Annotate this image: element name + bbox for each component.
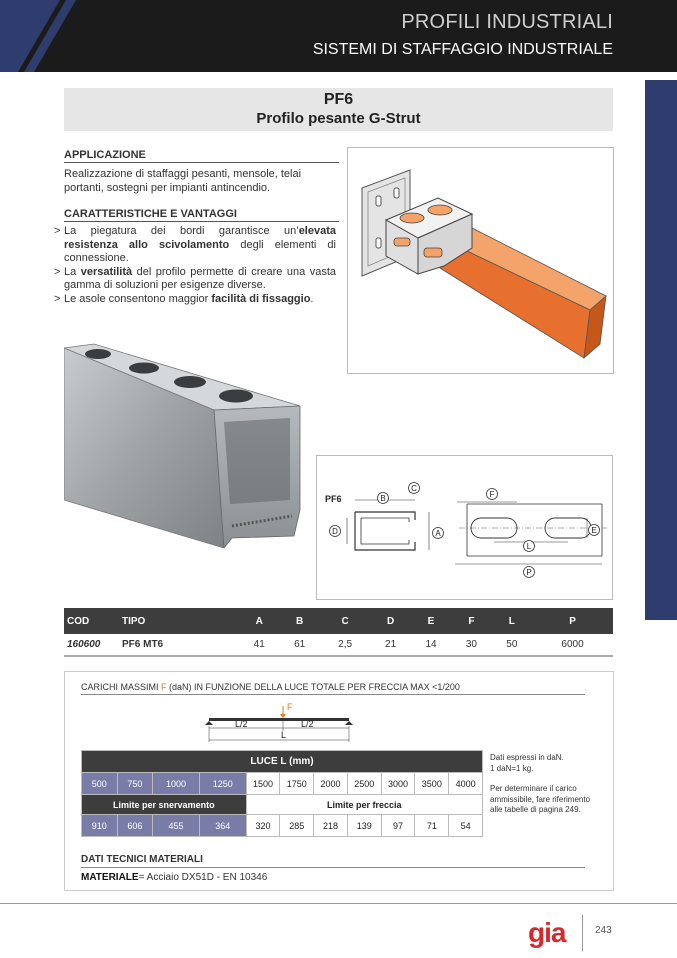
svg-text:P: P — [526, 568, 532, 577]
feature-item: > La piegatura dei bordi garantisce un’elevata resistenza allo scivolamento degli elementi di connessione. — [54, 225, 336, 264]
product-title-box — [64, 88, 613, 131]
gia-logo: gia — [528, 917, 566, 948]
feature-item: > La versatilità del profilo permette di creare una vasta gamma di soluzioni per esigenze diverse. — [54, 265, 336, 291]
header-stripe-decoration — [0, 0, 90, 72]
load-table — [81, 750, 483, 837]
product-name: Profilo pesante G-Strut — [256, 110, 421, 127]
svg-text:C: C — [411, 484, 417, 493]
bracket-image — [347, 147, 614, 374]
svg-text:D: D — [332, 527, 338, 536]
footer-divider — [582, 915, 583, 951]
svg-text:L/2: L/2 — [301, 719, 314, 729]
product-code: PF6 — [323, 91, 354, 108]
caratteristiche-heading: CARATTERISTICHE E VANTAGGI — [64, 208, 339, 222]
svg-text:L: L — [526, 542, 532, 551]
load-notes: Dati espressi in daN. 1 daN=1 kg. Per determinare il carico ammissibile, fare riferimento alle tabelle di pagina 249. — [490, 753, 591, 814]
load-diagram — [195, 700, 355, 744]
channel-photo — [64, 340, 309, 548]
table-row: 160600 PF6 MT6 41 61 2,5 21 14 30 50 6000 — [64, 634, 613, 656]
header-title: PROFILI INDUSTRIALI — [401, 11, 613, 33]
load-title: CARICHI MASSIMI F (daN) IN FUNZIONE DELLA LUCE TOTALE PER FRECCIA MAX <1/200 — [81, 682, 585, 695]
limite-freccia-label: Limite per freccia — [246, 795, 482, 815]
svg-text:A: A — [435, 529, 441, 538]
applicazione-text: Realizzazione di staffaggi pesanti, mensole, telai portanti, sostegni per impianti antincendio. — [64, 168, 302, 194]
svg-text:L: L — [281, 730, 287, 740]
svg-text:F: F — [287, 702, 293, 712]
svg-text:L/2: L/2 — [235, 719, 248, 729]
svg-text:B: B — [380, 494, 386, 503]
luce-header: LUCE L (mm) — [82, 751, 483, 773]
features-list — [54, 225, 336, 306]
applicazione-heading: APPLICAZIONE — [64, 149, 339, 163]
limite-snervamento-label: Limite per snervamento — [82, 795, 247, 815]
luce-row: 500 750 1000 1250 1500 1750 2000 2500 3000 3500 4000 — [82, 773, 483, 795]
side-accent-bar — [645, 80, 677, 620]
feature-item: > Le asole consentono maggior facilità di fissaggio. — [54, 292, 314, 305]
page-header — [0, 0, 677, 72]
material-line: MATERIALE= Acciaio DX51D - EN 10346 — [81, 872, 268, 883]
header-subtitle: SISTEMI DI STAFFAGGIO INDUSTRIALE — [312, 41, 613, 58]
load-values-row: 910 606 455 364 320 285 218 139 97 71 54 — [82, 815, 483, 837]
dimension-drawing — [316, 455, 613, 600]
footer-rule — [0, 903, 677, 904]
svg-text:PF6: PF6 — [325, 494, 342, 504]
svg-text:E: E — [591, 526, 597, 535]
load-panel — [64, 671, 614, 891]
svg-text:F: F — [489, 490, 495, 499]
product-code-table — [64, 608, 613, 657]
tech-data-title: DATI TECNICI MATERIALI — [81, 854, 585, 868]
table-header-row: COD TIPO A B C D E F L P — [64, 608, 613, 634]
page-number: 243 — [595, 925, 612, 936]
